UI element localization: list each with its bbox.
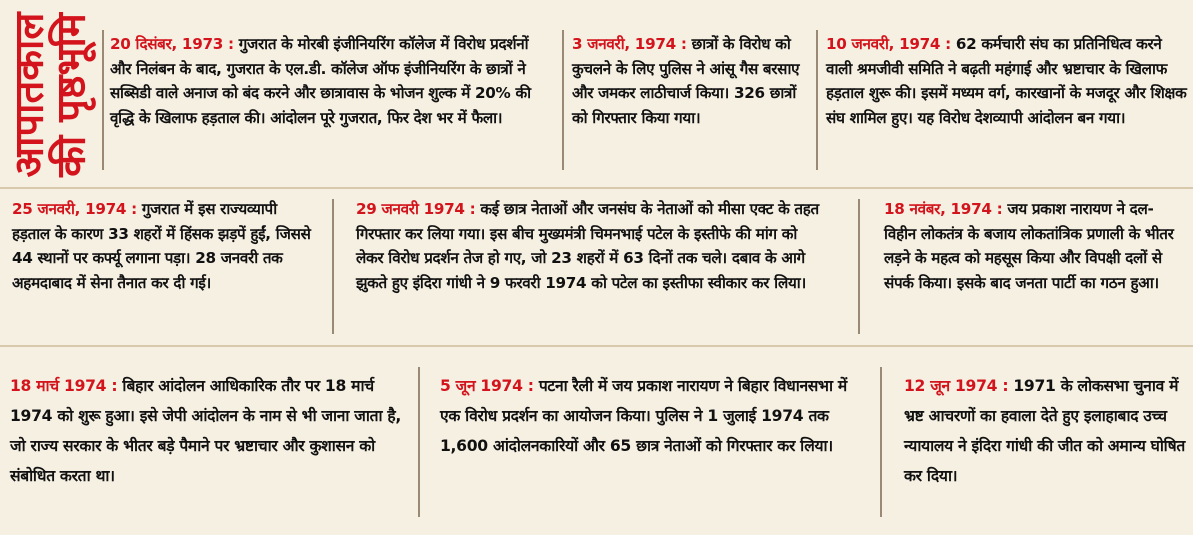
event-card-12-jun-1974 (904, 371, 1188, 491)
event-text: छात्रों के विरोध को कुचलने के लिए पुलिस ने आंसू गैस बरसाए और जमकर लाठीचार्ज किया। 326 छात्रों को गिरफ्तार किया गया। (572, 35, 800, 127)
section-title-line-2: की पृष्ठभूमि (48, 13, 94, 177)
event-card-20-dec-1973 (110, 32, 550, 130)
event-text: जय प्रकाश नारायण ने दल-विहीन लोकतंत्र के बजाय लोकतांत्रिक प्रणाली के भीतर लड़ने के महत्व को महसूस किया और विपक्षी दलों से संपर्क किया। इसके बाद जनता पार्टी का गठन हुआ। (884, 200, 1174, 292)
row-3 (0, 345, 1193, 535)
event-date: 29 जनवरी 1974 : (356, 200, 476, 218)
event-card-3-jan-1974 (572, 32, 806, 130)
event-date: 10 जनवरी, 1974 : (826, 35, 951, 53)
event-date: 3 जनवरी, 1974 : (572, 35, 687, 53)
row-1 (0, 0, 1193, 187)
event-text: 1971 के लोकसभा चुनाव में भ्रष्ट आचरणों का हवाला देते हुए इलाहाबाद उच्च न्यायालय ने इंदिरा गांधी की जीत को अमान्य घोषित कर दिया। (904, 377, 1185, 485)
event-text: बिहार आंदोलन आधिकारिक तौर पर 18 मार्च 1974 को शुरू हुआ। इसे जेपी आंदोलन के नाम से भी जाना जाता है, जो राज्य सरकार के भीतर बड़े पैमाने पर भ्रष्टाचार और कुशासन को संबोधित करता था। (10, 377, 401, 485)
event-date: 5 जून 1974 : (440, 377, 534, 395)
divider (816, 30, 818, 170)
event-date: 12 जून 1974 : (904, 377, 1009, 395)
divider (102, 30, 104, 170)
divider (880, 367, 882, 517)
event-date: 18 मार्च 1974 : (10, 377, 118, 395)
divider (332, 199, 334, 334)
section-title (4, 12, 96, 178)
event-text: गुजरात में इस राज्यव्यापी हड़ताल के कारण 33 शहरों में हिंसक झड़पें हुईं, जिससे 44 स्थानों पर कर्फ्यू लगाना पड़ा। 28 जनवरी तक अहमदाबाद में सेना तैनात कर दी गई। (12, 200, 311, 292)
event-date: 25 जनवरी, 1974 : (12, 200, 137, 218)
divider (562, 30, 564, 170)
event-text: गुजरात के मोरबी इंजीनियरिंग कॉलेज में विरोध प्रदर्शनों और निलंबन के बाद, गुजरात के एल.डी. कॉलेज ऑफ इंजीनियरिंग के छात्रों ने सब्सिडी वाले अनाज को बंद करने और छात्रावास के भोजन शुल्क में 20% की वृद्धि के खिलाफ हड़ताल की। आंदोलन पूरे गुजरात, फिर देश भर में फैला। (110, 35, 531, 127)
event-date: 18 नवंबर, 1974 : (884, 200, 1003, 218)
event-text: पटना रैली में जय प्रकाश नारायण ने बिहार विधानसभा में एक विरोध प्रदर्शन का आयोजन किया। पुलिस ने 1 जुलाई 1974 तक 1,600 आंदोलनकारियों और 65 छात्र नेताओं को गिरफ्तार कर लिया। (440, 377, 847, 455)
event-date: 20 दिसंबर, 1973 : (110, 35, 234, 53)
divider (418, 367, 420, 517)
event-card-5-jun-1974 (440, 371, 860, 461)
event-card-29-jan-1974 (356, 197, 826, 295)
event-text: कई छात्र नेताओं और जनसंघ के नेताओं को मीसा एक्ट के तहत गिरफ्तार कर लिया गया। इस बीच मुख्यमंत्री चिमनभाई पटेल के इस्तीफे की मांग को लेकर विरोध प्रदर्शन तेज हो गए, जो 23 शहरों में 63 दिनों तक चले। दबाव के आगे झुकते हुए इंदिरा गांधी ने 9 फरवरी 1974 को पटेल का इस्तीफा स्वीकार कर लिया। (356, 200, 819, 292)
event-card-10-jan-1974 (826, 32, 1188, 130)
event-card-18-nov-1974 (884, 197, 1184, 295)
row-2 (0, 187, 1193, 347)
divider (858, 199, 860, 334)
event-card-18-mar-1974 (10, 371, 406, 491)
event-text: 62 कर्मचारी संघ का प्रतिनिधित्व करने वाली श्रमजीवी समिति ने बढ़ती महंगाई और भ्रष्टाचार के खिलाफ हड़ताल शुरू की। इसमें मध्यम वर्ग, कारखानों के मजदूर और शिक्षक संघ शामिल हुए। यह विरोध देशव्यापी आंदोलन बन गया। (826, 35, 1187, 127)
event-card-25-jan-1974 (12, 197, 312, 295)
section-title-line-1: आपातकाल (6, 12, 52, 178)
